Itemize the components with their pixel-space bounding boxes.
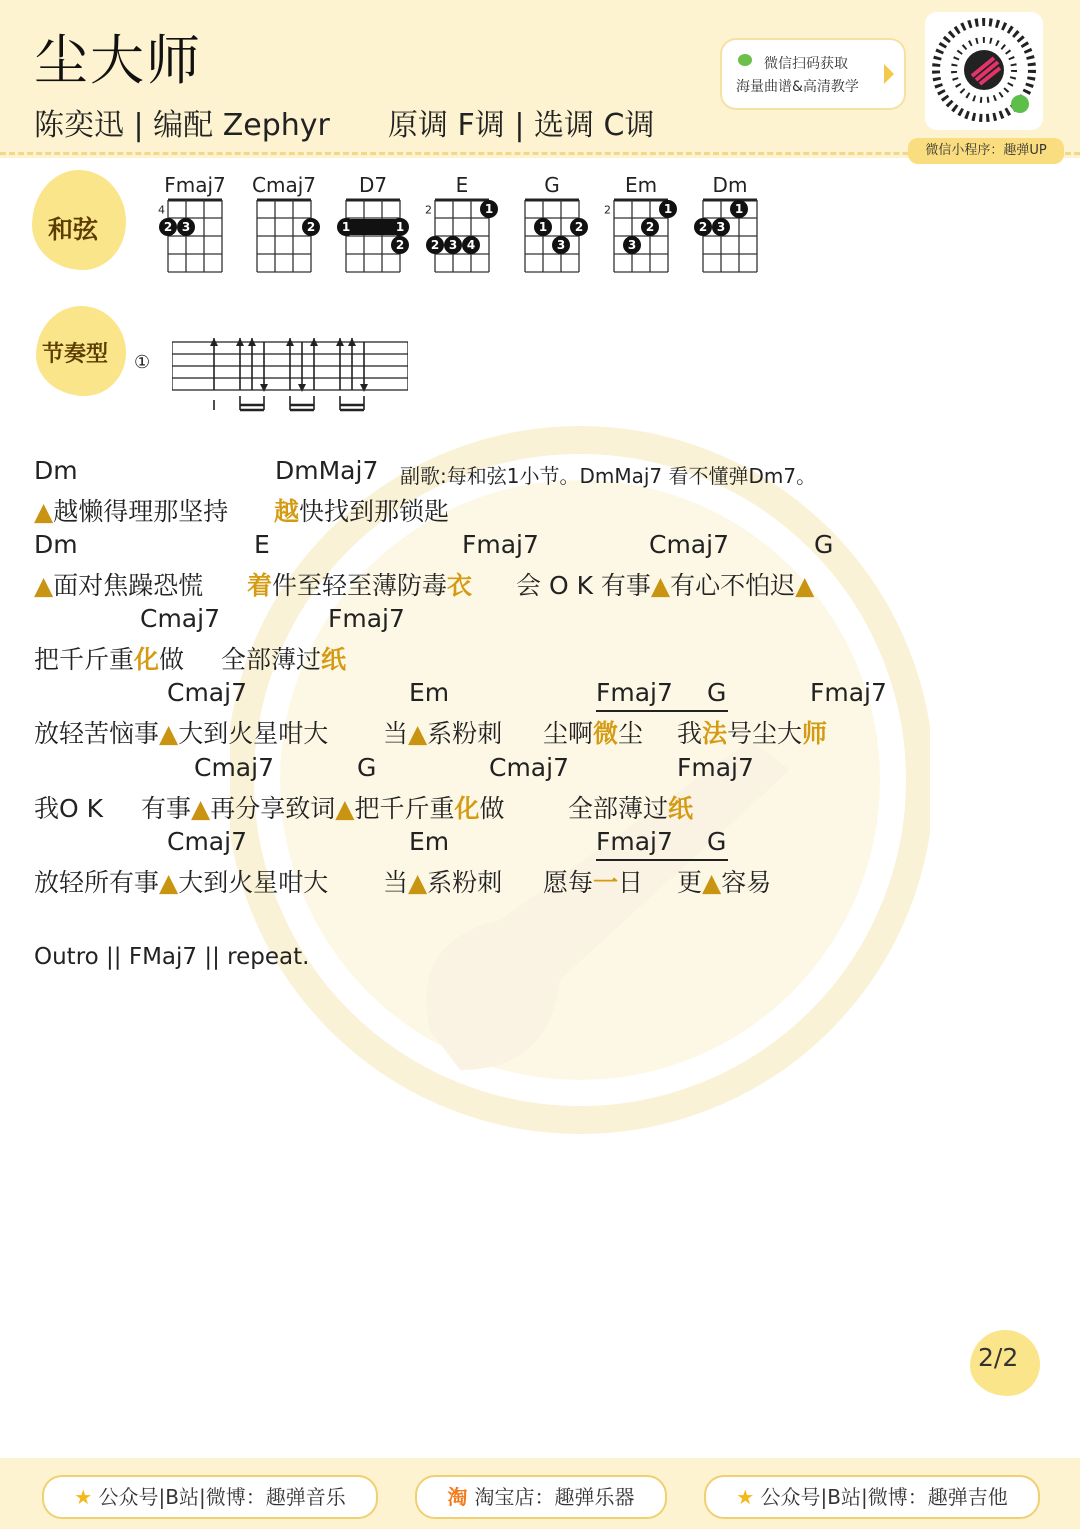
strum-marker: ▲ <box>408 719 428 748</box>
strum-marker: ▲ <box>34 571 54 600</box>
lyric-text: 当 <box>383 868 409 897</box>
rhythm-pattern <box>172 338 408 414</box>
chord-symbol: G <box>814 530 834 559</box>
chord-symbol: E <box>254 530 270 559</box>
lyric-highlight: 纸 <box>668 794 694 823</box>
key-info: 原调 F调 | 选调 C调 <box>388 108 655 143</box>
chord-diagram-name: G <box>544 173 560 197</box>
chord-diagram-g <box>525 173 588 272</box>
finger-number: 1 <box>663 202 673 216</box>
promo-line-2: 海量曲谱&高清教学 <box>736 79 859 95</box>
chord-diagram-name: D7 <box>358 173 388 197</box>
footer-link-middle[interactable] <box>415 1475 667 1519</box>
finger-number: 3 <box>556 238 566 252</box>
chord-diagram-name: Dm <box>712 173 748 197</box>
arrow-right-icon <box>884 64 894 84</box>
finger-number: 3 <box>448 238 458 252</box>
lyric-text: 尘 <box>618 719 644 748</box>
chord-diagram-e <box>425 173 498 272</box>
strum-marker: ▲ <box>650 571 671 600</box>
chord-symbol: Fmaj7 <box>596 678 673 707</box>
strum-marker: ▲ <box>335 794 355 823</box>
lyric-text: 系粉刺 <box>427 868 503 897</box>
fret-number: 4 <box>158 203 165 217</box>
lyric-text: 做 <box>159 645 185 674</box>
finger-number: 2 <box>645 220 655 234</box>
lyric-line-6b <box>383 863 502 899</box>
strum-marker: ▲ <box>191 794 211 823</box>
finger-number: 3 <box>627 238 637 252</box>
lyric-text: 容易 <box>721 868 772 897</box>
lyric-text: 放轻苦恼事 <box>34 719 160 748</box>
chord-symbol: Cmaj7 <box>140 604 220 633</box>
lyric-line-1 <box>34 492 228 528</box>
lyric-line-3b <box>221 640 346 676</box>
chord-symbol: Fmaj7 <box>596 827 673 856</box>
lyric-line-1b <box>274 492 449 528</box>
lyric-text: 我 <box>677 719 703 748</box>
chord-diagram-fmaj7 <box>158 173 226 272</box>
chord-symbol: Cmaj7 <box>167 678 247 707</box>
chord-diagram-name: E <box>455 173 469 197</box>
lyric-line-6c <box>543 863 643 899</box>
lyric-text: 越懒得理那坚持 <box>53 497 229 526</box>
lyric-text: 愿每 <box>543 868 594 897</box>
lyric-line-3 <box>34 640 184 676</box>
finger-number: 1 <box>538 220 548 234</box>
chord-symbol: Dm <box>34 530 78 559</box>
chord-diagram-name: Em <box>624 173 658 197</box>
finger-number: 3 <box>716 220 726 234</box>
footer-right-text: 公众号|B站|微博：趣弹吉他 <box>760 1485 1008 1509</box>
chord-diagram-name: Cmaj7 <box>252 173 316 197</box>
finger-number: 2 <box>395 238 405 252</box>
lyric-text: 大到火星咁大 <box>178 719 329 748</box>
lyric-text: 当 <box>383 719 409 748</box>
lyric-text: 做 <box>479 794 505 823</box>
chord-symbol: Em <box>409 827 450 856</box>
lyric-text: 放轻所有事 <box>34 868 160 897</box>
lyric-highlight: 着 <box>247 571 273 600</box>
song-title: 尘大师 <box>34 29 202 92</box>
strum-marker: ▲ <box>159 719 179 748</box>
chord-diagram-d7 <box>337 173 409 272</box>
chords-label: 和弦 <box>48 215 99 244</box>
chord-underline <box>596 710 728 712</box>
lyric-highlight: 一 <box>593 868 619 897</box>
lyric-line-4c <box>543 714 643 750</box>
lyric-line-2b <box>247 566 472 602</box>
finger-number: 1 <box>395 220 405 234</box>
lyric-text: 尘啊 <box>543 719 594 748</box>
lyric-line-5c <box>568 789 693 825</box>
strum-marker: ▲ <box>795 571 815 600</box>
arrangement-note: 副歌:每和弦1小节。DmMaj7 看不懂弹Dm7。 <box>400 464 817 488</box>
chord-symbol: G <box>357 753 377 782</box>
strum-marker: ▲ <box>34 497 54 526</box>
lyric-highlight: 微 <box>593 719 619 748</box>
rhythm-label: 节奏型 <box>42 342 109 367</box>
taobao-icon: 淘 <box>447 1485 475 1509</box>
fret-number: 2 <box>604 203 611 217</box>
chord-underline <box>596 859 728 861</box>
finger-number: 2 <box>698 220 708 234</box>
finger-number: 3 <box>181 220 191 234</box>
lyric-text: 面对焦躁恐慌 <box>53 571 204 600</box>
chord-symbol: Fmaj7 <box>677 753 754 782</box>
lyric-line-6d <box>677 863 771 899</box>
chord-symbol: Cmaj7 <box>194 753 274 782</box>
finger-number: 1 <box>341 220 351 234</box>
lyric-text: 把千斤重 <box>34 645 135 674</box>
lyric-text: 快找到那锁匙 <box>299 497 450 526</box>
lyric-line-2c <box>516 566 814 602</box>
chord-symbol: G <box>707 678 727 707</box>
finger-number: 2 <box>574 220 584 234</box>
chord-diagram-em <box>604 173 677 272</box>
lyric-line-6 <box>34 863 328 899</box>
lyric-text: 系粉刺 <box>427 719 503 748</box>
wechat-icon <box>738 54 752 66</box>
lyric-highlight: 化 <box>454 794 480 823</box>
lyric-text: 号尘大 <box>727 719 803 748</box>
lyric-highlight: 法 <box>702 719 728 748</box>
outro-text: Outro || FMaj7 || repeat. <box>34 944 310 970</box>
footer-link-left[interactable] <box>42 1475 378 1519</box>
star-icon: ★ <box>74 1485 99 1509</box>
page-number: 2/2 <box>978 1343 1019 1372</box>
lyric-highlight: 师 <box>802 719 828 748</box>
lyric-text: 更 <box>677 868 703 897</box>
lyric-text: 日 <box>618 868 644 897</box>
strum-marker: ▲ <box>702 868 722 897</box>
strum-marker: ▲ <box>159 868 179 897</box>
finger-number: 2 <box>430 238 440 252</box>
lyric-text: 大到火星咁大 <box>178 868 329 897</box>
chord-diagram-dm <box>694 173 757 272</box>
chord-symbol: Cmaj7 <box>489 753 569 782</box>
footer-middle-text: 淘宝店：趣弹乐器 <box>474 1485 635 1509</box>
lyric-text: 再分享致词 <box>210 794 336 823</box>
qr-code-icon[interactable] <box>932 18 1036 122</box>
chord-diagram-name: Fmaj7 <box>164 173 226 197</box>
finger-number: 4 <box>466 238 476 252</box>
artist-arranger: 陈奕迅 | 编配 Zephyr <box>34 108 330 143</box>
lyric-line-2 <box>34 566 203 602</box>
finger-number: 1 <box>484 202 494 216</box>
lyric-line-4b <box>383 714 502 750</box>
lyric-highlight: 纸 <box>321 645 347 674</box>
finger-number: 2 <box>306 220 316 234</box>
watermark-logo <box>230 420 930 1140</box>
chord-symbol: Cmaj7 <box>649 530 729 559</box>
rhythm-number: ① <box>134 352 151 373</box>
lyric-text: 把千斤重 <box>354 794 455 823</box>
chord-symbol: G <box>707 827 727 856</box>
lyric-line-4 <box>34 714 328 750</box>
lyric-line-4d <box>677 714 827 750</box>
mini-program-label: 微信小程序：趣弹UP <box>908 138 1064 164</box>
star-icon: ★ <box>736 1485 761 1509</box>
finger-number: 1 <box>734 202 744 216</box>
lyric-highlight: 衣 <box>447 571 473 600</box>
lyric-text: 有事 <box>141 794 192 823</box>
lyric-line-5 <box>34 789 103 825</box>
chord-diagram-cmaj7 <box>252 173 320 272</box>
lyric-text: 件至轻至薄防毒 <box>272 571 448 600</box>
lyric-line-5b <box>141 789 505 825</box>
lyric-text: 有心不怕迟 <box>670 571 796 600</box>
lyric-text: 全部薄过 <box>568 794 669 823</box>
lyric-text: 我O K <box>34 794 104 823</box>
fret-number: 2 <box>425 203 432 217</box>
lyric-text: 全部薄过 <box>221 645 322 674</box>
promo-box[interactable] <box>722 40 904 108</box>
chord-symbol: Em <box>409 678 450 707</box>
lyric-highlight: 越 <box>274 497 300 526</box>
chord-diagrams <box>150 172 770 284</box>
chord-symbol: Fmaj7 <box>810 678 887 707</box>
strum-marker: ▲ <box>408 868 428 897</box>
chord-symbol: Cmaj7 <box>167 827 247 856</box>
lyric-highlight: 化 <box>134 645 160 674</box>
footer-link-right[interactable] <box>704 1475 1040 1519</box>
footer-left-text: 公众号|B站|微博：趣弹音乐 <box>98 1485 346 1509</box>
chord-symbol: Fmaj7 <box>462 530 539 559</box>
chord-symbol: Fmaj7 <box>328 604 405 633</box>
chord-symbol: Dm <box>34 456 78 485</box>
chord-symbol: DmMaj7 <box>275 456 379 485</box>
finger-number: 2 <box>163 220 173 234</box>
promo-line-1: 微信扫码获取 <box>764 56 848 72</box>
lyric-text: 会 O K 有事 <box>516 571 651 600</box>
